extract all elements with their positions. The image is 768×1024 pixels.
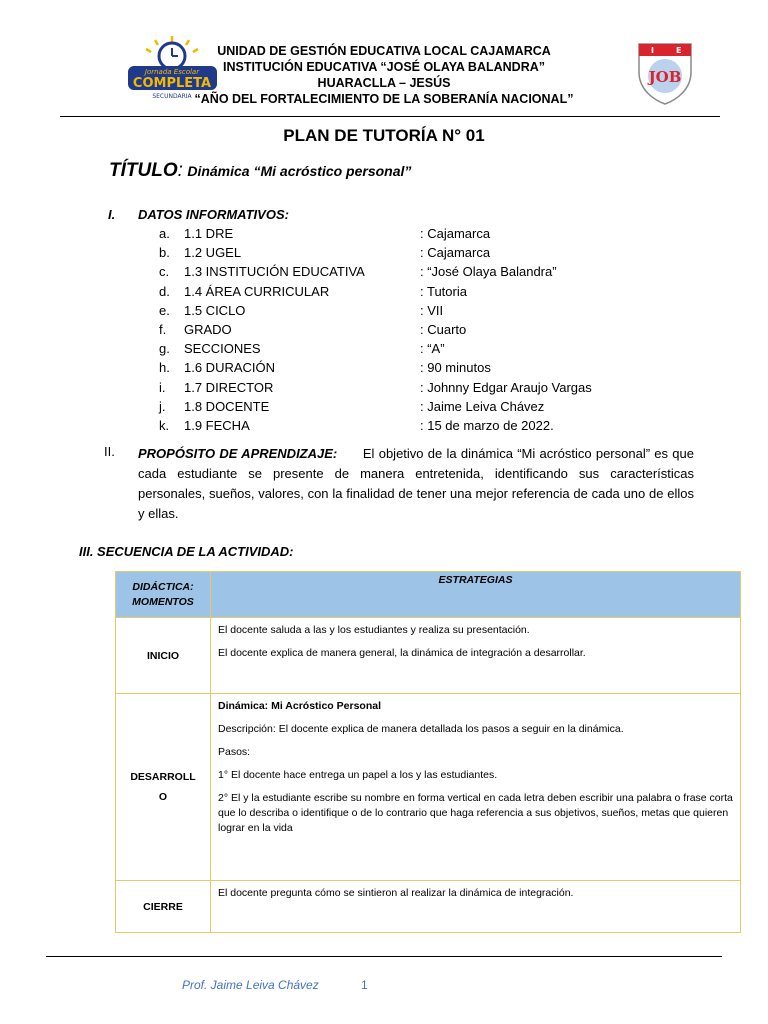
datos-item-label: 1.7 DIRECTOR — [184, 379, 274, 395]
footer-page-number: 1 — [361, 978, 368, 992]
datos-item-value: : Cajamarca — [420, 226, 491, 241]
datos-item-value: : VII — [420, 302, 444, 318]
datos-item-letter: g. — [159, 341, 170, 357]
datos-item — [0, 380, 768, 399]
strategy-cierre — [211, 881, 741, 933]
col-header-momentos: DIDÁCTICA: MOMENTOS — [116, 572, 211, 618]
datos-item — [0, 303, 768, 322]
header-line-1: UNIDAD DE GESTIÓN EDUCATIVA LOCAL CAJAMARCA — [217, 44, 551, 58]
section-i-numeral: I. — [108, 207, 116, 222]
svg-text:JOB: JOB — [648, 68, 682, 86]
header-line-3: HUARACLLA – JESÚS — [317, 76, 451, 90]
datos-item — [0, 264, 768, 283]
svg-text:COMPLETA: COMPLETA — [132, 76, 212, 91]
strategy-desarrollo — [211, 694, 741, 881]
svg-text:Jornada Escolar: Jornada Escolar — [144, 68, 200, 76]
datos-item — [0, 360, 768, 379]
strategy-title: Dinámica: Mi Acróstico Personal — [218, 700, 381, 712]
strategy-line: Pasos: — [218, 746, 251, 758]
footer-author: Prof. Jaime Leiva Chávez — [182, 978, 319, 992]
titulo-label: TÍTULO — [109, 160, 178, 181]
datos-item-letter: a. — [159, 226, 170, 241]
datos-item-label: 1.1 DRE — [184, 226, 234, 241]
datos-item-value: : “A” — [420, 341, 445, 357]
proposito-paragraph — [138, 444, 694, 524]
strategy-line: El docente explica de manera general, la dinámica de integración a desarrollar. — [218, 647, 586, 659]
table-row — [116, 618, 741, 694]
header-line-2: INSTITUCIÓN EDUCATIVA “JOSÉ OLAYA BALANDRA” — [222, 60, 545, 74]
strategy-line: El docente pregunta cómo se sintieron al realizar la dinámica de integración. — [218, 887, 574, 899]
moment-desarrollo: DESARROLLO — [116, 694, 211, 881]
strategy-line: 1° El docente hace entrega un papel a los y las estudiantes. — [218, 769, 498, 781]
datos-item-value: : 90 minutos — [420, 360, 491, 376]
svg-text:I: I — [651, 46, 654, 55]
datos-item-letter: i. — [159, 379, 166, 395]
datos-item-label: 1.2 UGEL — [184, 245, 242, 261]
datos-item — [0, 418, 768, 437]
datos-heading: DATOS INFORMATIVOS: — [138, 207, 289, 222]
datos-item-letter: f. — [159, 322, 167, 337]
secuencia-heading: III. SECUENCIA DE LA ACTIVIDAD: — [79, 544, 294, 559]
titulo-colon: : — [177, 160, 183, 181]
datos-item-label: 1.4 ÁREA CURRICULAR — [184, 283, 330, 299]
datos-item — [0, 322, 768, 341]
datos-item-label: 1.3 INSTITUCIÓN EDUCATIVA — [184, 264, 365, 280]
datos-item-label: 1.9 FECHA — [184, 418, 250, 433]
datos-item-label: SECCIONES — [184, 341, 261, 357]
datos-item-label: 1.5 CICLO — [184, 302, 246, 318]
section-ii-numeral: II. — [104, 444, 115, 459]
datos-item-letter: d. — [159, 283, 170, 299]
svg-text:SECUNDARIA: SECUNDARIA — [152, 93, 192, 100]
activity-table — [115, 571, 741, 933]
datos-item — [0, 226, 768, 245]
strategy-line: Descripción: El docente explica de manera detallada los pasos a seguir en la dinámica. — [218, 723, 624, 735]
datos-item-value: : “José Olaya Balandra” — [420, 264, 557, 280]
datos-item-letter: b. — [159, 245, 170, 261]
datos-item — [0, 284, 768, 303]
moment-cierre: CIERRE — [116, 881, 211, 933]
header-rule — [60, 116, 720, 117]
datos-item-value: : 15 de marzo de 2022. — [420, 418, 554, 433]
datos-item-letter: h. — [159, 360, 170, 376]
strategy-line: 2° El y la estudiante escribe su nombre en forma vertical en cada letra deben escribir una palabra o frase corta que lo describa o identifique o de lo contrario que haga referencia a sus objetivos, sueños, metas que quieren lograr en la vida — [218, 792, 733, 834]
datos-item-label: 1.8 DOCENTE — [184, 398, 270, 414]
datos-item-letter: k. — [159, 418, 170, 433]
plan-title: PLAN DE TUTORÍA N° 01 — [283, 126, 485, 145]
table-row — [116, 881, 741, 933]
datos-item — [0, 399, 768, 418]
datos-item — [0, 245, 768, 264]
header-line-4: “AÑO DEL FORTALECIMIENTO DE LA SOBERANÍA NACIONAL” — [194, 92, 574, 106]
datos-item-letter: c. — [159, 264, 170, 280]
datos-item-value: : Jaime Leiva Chávez — [420, 398, 545, 414]
titulo-text: Dinámica “Mi acróstico personal” — [187, 163, 412, 179]
datos-item — [0, 341, 768, 360]
datos-item-value: : Tutoria — [420, 283, 467, 299]
datos-item-letter: e. — [159, 302, 170, 318]
table-row — [116, 694, 741, 881]
proposito-heading: PROPÓSITO DE APRENDIZAJE: — [138, 446, 338, 461]
strategy-line: El docente saluda a las y los estudiantes y realiza su presentación. — [218, 624, 530, 636]
datos-item-label: 1.6 DURACIÓN — [184, 360, 276, 376]
moment-inicio: INICIO — [116, 618, 211, 694]
school-shield-logo — [636, 42, 694, 106]
footer-rule — [46, 956, 722, 957]
titulo-line — [109, 160, 411, 182]
strategy-inicio — [211, 618, 741, 694]
proposito-text: El objetivo de la dinámica “Mi acróstico personal” es que cada estudiante se presente de manera entretenida, identificando sus características personales, sueños, valores, con la finalidad de tener una mejor referencia de cada uno de ellos y ellas. — [138, 446, 694, 521]
datos-item-label: GRADO — [184, 322, 232, 337]
datos-item-value: : Cajamarca — [420, 245, 491, 261]
svg-text:E: E — [676, 46, 682, 55]
datos-item-value: : Johnny Edgar Araujo Vargas — [420, 379, 592, 395]
datos-item-value: : Cuarto — [420, 322, 467, 337]
col-header-estrategias: ESTRATEGIAS — [211, 572, 741, 618]
datos-item-letter: j. — [159, 398, 166, 414]
